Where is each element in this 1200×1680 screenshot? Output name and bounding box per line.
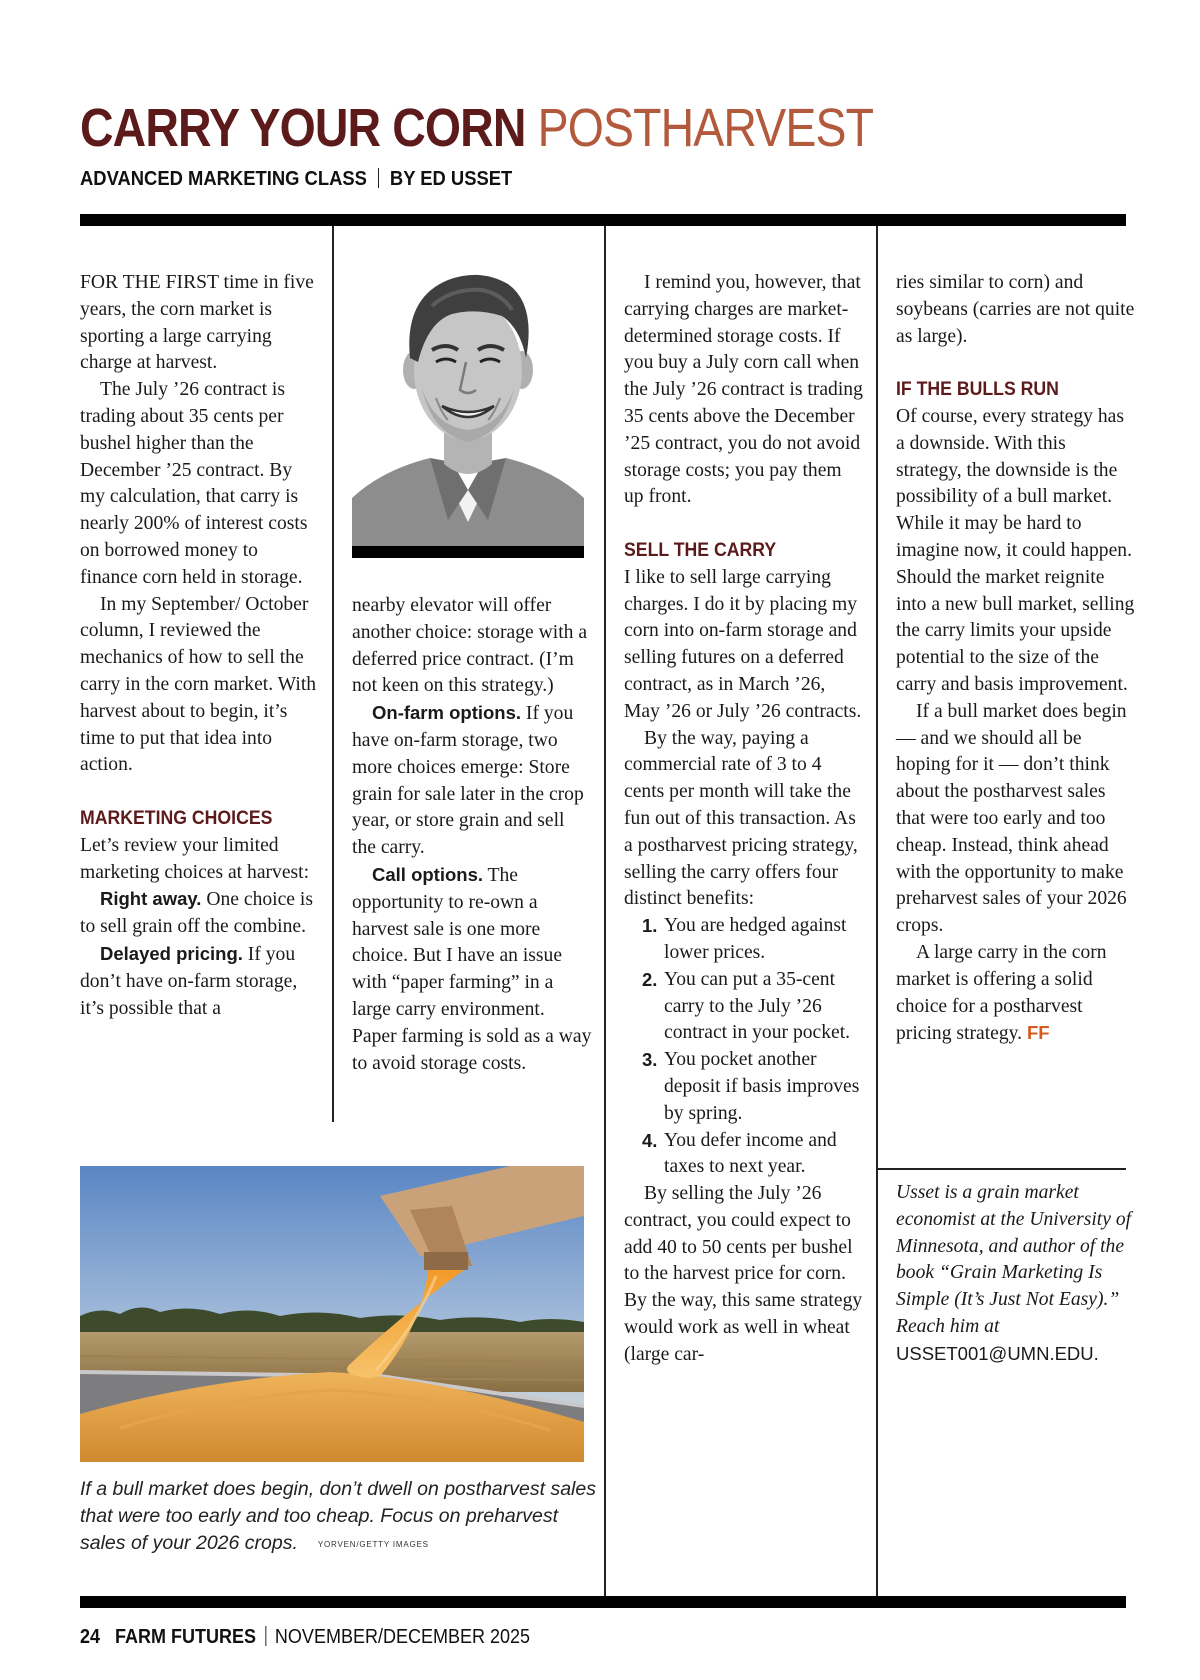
col1-paragraph-3: In my September/ October column, I reviewed the mechanics of how to sell the carry in the corn market. With harvest about to begin, it’s time to put that idea into action. [80,593,317,776]
ff-end-mark: FF [1026,1022,1050,1044]
heading-if-the-bulls-run: IF THE BULLS RUN [896,379,1059,401]
call-options-text: The opportunity to re-own a harvest sale is one more choice. But I have an issue with “paper farming” in a large carry environment. Paper farming is sold as a way to avoid storage costs. [352,864,592,1074]
heading-sell-the-carry: SELL THE CARRY [624,539,777,561]
col4-paragraph-4: A large carry in the corn market is offering a solid choice for a postharvest pricing strategy. FF [896,941,1107,1045]
delayed-pricing-text: If you don’t have on-farm storage, it’s possible that a [80,943,298,1019]
col4-paragraph-2: Of course, every strategy has a downside. With this strategy, the downside is the possibility of a bull market. While it may be hard to imagine now, it could happen. Should the market reignite into a new bull market, selling the carry limits your upside potential to the size of the carry and basis improvement. [896,405,1135,695]
col1-paragraph-2: The July ’26 contract is trading about 35 cents per bushel higher than the December ’25 contract. By my calculation, that carry is nearly 200% of interest costs on borrowed money to finance corn held in storage. [80,379,308,588]
col4-paragraph-3: If a bull market does begin — and we should all be hoping for it — don’t think about the postharvest sales that were too early and too cheap. Instead, think ahead with the opportunity to make preharvest sales of your 2026 crops. [896,700,1127,937]
title-light: POSTHARVEST [537,98,874,158]
column-1 [80,270,318,1022]
bottom-rule [80,1596,1126,1608]
col4-paragraph-1: ries similar to corn) and soybeans (carries are not quite as large). [896,272,1135,347]
call-options-lead: Call options. [372,863,483,885]
col2-paragraph-1: nearby elevator will offer another choice: storage with a deferred price contract. (I’m not keen on this strategy.) [352,595,588,697]
author-email[interactable]: USSET001@UMN.EDU. [896,1342,1099,1364]
column-divider [332,226,334,1122]
column-2 [352,593,592,1077]
onfarm-paragraph [352,700,592,862]
column-3 [624,270,864,1369]
benefits-list [624,913,864,1181]
author-label: BY ED USSET [389,168,513,190]
section-label: ADVANCED MARKETING CLASS [80,168,367,190]
title-bold: CARRY YOUR CORN [80,98,526,158]
list-item: 4. You defer income and taxes to next year. [642,1129,837,1178]
column-divider [604,226,606,1596]
list-item: 2. You can put a 35-cent carry to the July ’26 contract in your pocket. [642,968,851,1044]
magazine-name: FARM FUTURES [115,1626,257,1648]
page-footer [80,1626,530,1649]
list-item: 3. You pocket another deposit if basis improves by spring. [642,1049,860,1124]
portrait-bar [352,546,584,558]
column-divider [876,226,878,1596]
author-portrait [352,258,584,558]
caption-text: If a bull market does begin, don’t dwell on postharvest sales that were too early and too cheap. Focus on preharvest sales of your 2026 crops. [80,1478,596,1554]
author-bio [896,1180,1132,1369]
corn-harvest-illustration [80,1166,584,1462]
right-away-paragraph [80,886,318,941]
bio-rule [878,1168,1126,1170]
delayed-pricing-paragraph [80,941,318,1022]
col1-paragraph-4: Let’s review your limited marketing choices at harvest: [80,834,310,883]
right-away-text: One choice is to sell grain off the combine. [80,889,313,938]
page-number: 24 [80,1626,101,1648]
top-rule [80,214,1126,226]
photo-caption [80,1476,600,1558]
footer-divider [265,1626,266,1646]
corn-harvest-photo [80,1166,584,1462]
author-portrait-illustration [352,258,584,558]
col3-paragraph-3: By the way, paying a commercial rate of 3 to 4 cents per month will take the fun out of this transaction. As a postharvest pricing strategy, selling the carry offers four distinct benefits: [624,727,858,910]
byline-divider [378,168,379,188]
onfarm-lead: On-farm options. [372,702,522,724]
delayed-pricing-lead: Delayed pricing. [100,942,243,964]
bio-text: Usset is a grain market economist at the University of Minnesota, and author of the book “Grain Marketing Is Simple (It’s Just Not Easy).” Reach him at [896,1182,1132,1337]
right-away-lead: Right away. [100,888,202,910]
list-item: 1. You are hedged against lower prices. [642,915,847,963]
issue-date: NOVEMBER/DECEMBER 2025 [274,1626,531,1648]
byline [80,168,512,191]
onfarm-text: If you have on-farm storage, two more choices emerge: Store grain for sale later in the crop year, or store grain and sell the carry. [352,703,584,859]
article-title [80,98,873,158]
col3-paragraph-2: I like to sell large carrying charges. I do it by placing my corn into on-farm storage and selling futures on a deferred contract, as in March ’26, May ’26 or July ’26 contracts. [624,566,862,722]
col3-paragraph-1: I remind you, however, that carrying charges are market-determined storage costs. If you buy a July corn call when the July ’26 contract is trading 35 cents above the December ’25 contract, you do not avoid storage costs; you pay them up front. [624,272,863,508]
heading-marketing-choices: MARKETING CHOICES [80,807,273,829]
column-4 [896,270,1136,1048]
col3-paragraph-4: By selling the July ’26 contract, you could expect to add 40 to 50 cents per bushel to the harvest price for corn. By the way, this same strategy would work as well in wheat (large car- [624,1183,863,1365]
call-options-paragraph [352,862,592,1077]
photo-credit: YORVEN/GETTY IMAGES [317,1540,429,1549]
col1-paragraph-1: FOR THE FIRST time in five years, the corn market is sporting a large carrying charge at harvest. [80,272,314,374]
